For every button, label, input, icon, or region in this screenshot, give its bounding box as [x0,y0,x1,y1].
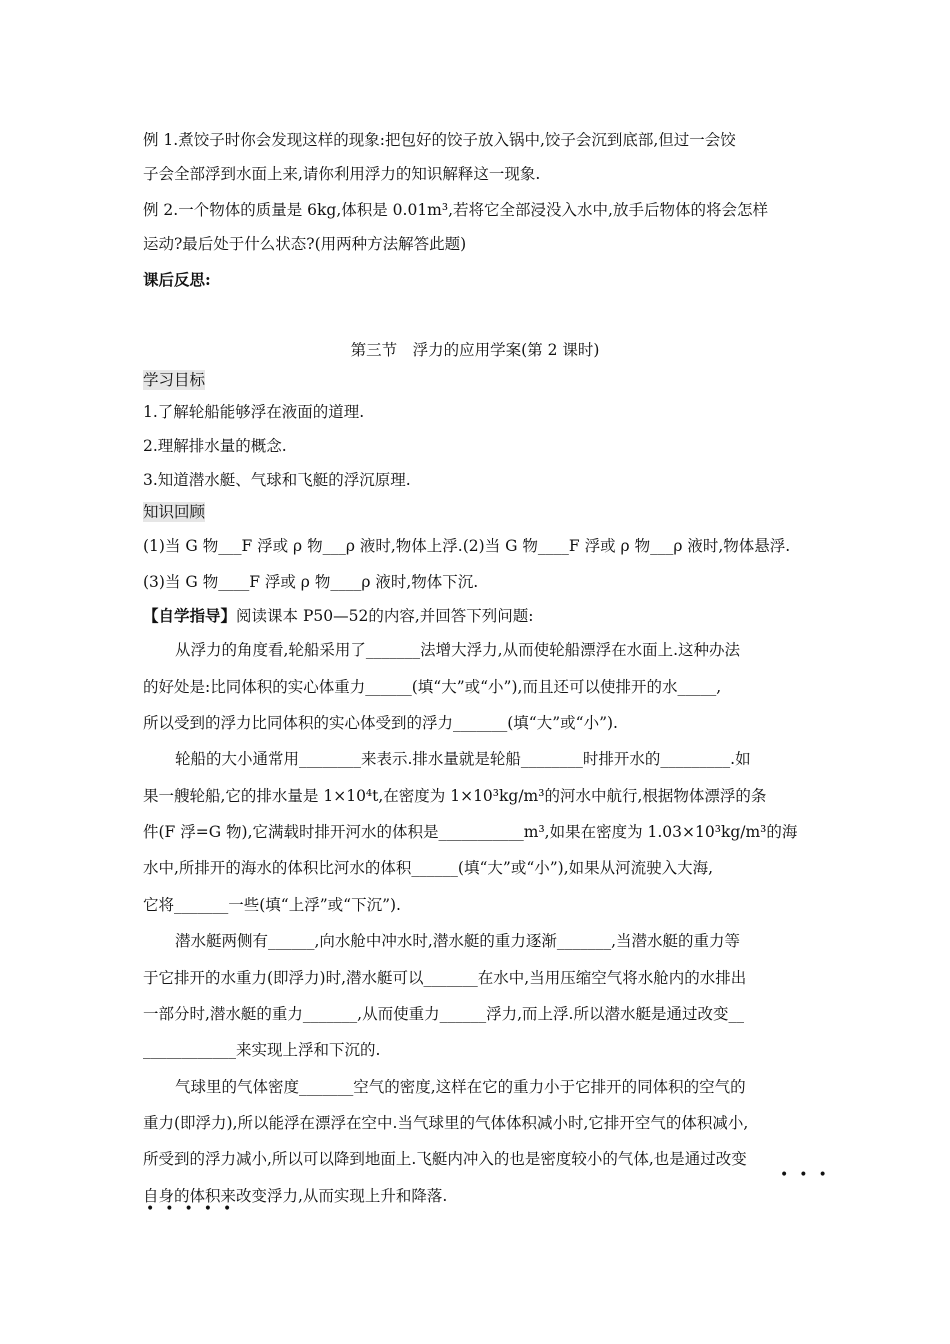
reflection-heading: 课后反思: [143,270,211,289]
emphasis-dots: ••••• [146,1201,243,1217]
review-heading: 知识回顾 [143,503,206,521]
paragraph-displacement-line: 轮船的大小通常用________来表示.排水量就是轮船________时排开水的_________.如 [175,750,751,768]
goal-item: 3.知道潜水艇、气球和飞艇的浮沉原理. [143,471,411,489]
goal-item: 1.了解轮船能够浮在液面的道理. [143,403,365,421]
guide-tag: 【自学指导】 [143,606,237,625]
paragraph-ship-line: 从浮力的角度看,轮船采用了_______法增大浮力,从而使轮船漂浮在水面上.这种办法 [175,641,741,659]
paragraph-balloon-line: 所受到的浮力减小,所以可以降到地面上.飞艇内冲入的也是密度较小的气体,也是通过改变 [143,1150,747,1168]
review-line-1: (1)当 G 物___F 浮或 ρ 物___ρ 液时,物体上浮.(2)当 G 物____F 浮或 ρ 物___ρ 液时,物体悬浮. [143,537,791,555]
goals-heading: 学习目标 [143,371,206,389]
self-study-guide [143,606,533,626]
paragraph-submarine-line: ____________来实现上浮和下沉的. [143,1041,381,1059]
paragraph-balloon-line: 自身的体积来改变浮力,从而实现上升和降落. [143,1187,448,1205]
paragraph-balloon-line: 气球里的气体密度_______空气的密度,这样在它的重力小于它排开的同体积的空气的 [175,1078,746,1096]
paragraph-displacement-line: 件(F 浮=G 物),它满载时排开河水的体积是___________m³,如果在密度为 1.03×10³kg/m³的海 [143,823,798,841]
section-title: 第三节 浮力的应用学案(第 2 课时) [350,341,600,359]
paragraph-submarine-line: 潜水艇两侧有______,向水舱中冲水时,潜水艇的重力逐渐_______,当潜水艇的重力等 [175,932,741,950]
example-2-line-2: 运动?最后处于什么状态?(用两种方法解答此题) [143,235,467,253]
example-2-line-1: 例 2.一个物体的质量是 6kg,体积是 0.01m³,若将它全部浸没入水中,放手后物体的将会怎样 [143,201,768,219]
example-1-line-2: 子会全部浮到水面上来,请你利用浮力的知识解释这一现象. [143,165,541,183]
paragraph-submarine-line: 于它排开的水重力(即浮力)时,潜水艇可以_______在水中,当用压缩空气将水舱内的水排出 [143,969,747,987]
review-line-2: (3)当 G 物____F 浮或 ρ 物____ρ 液时,物体下沉. [143,573,479,591]
paragraph-submarine-line: 一部分时,潜水艇的重力_______,从而使重力______浮力,而上浮.所以潜水艇是通过改变__ [143,1005,744,1023]
emphasis-dots: ••• [780,1167,838,1183]
paragraph-balloon-line: 重力(即浮力),所以能浮在漂浮在空中.当气球里的气体体积减小时,它排开空气的体积减小, [143,1114,749,1132]
paragraph-displacement-line: 水中,所排开的海水的体积比河水的体积______(填“大”或“小”),如果从河流驶入大海, [143,859,714,877]
guide-text: 阅读课本 P50—52的内容,并回答下列问题: [236,607,534,625]
goal-item: 2.理解排水量的概念. [143,437,287,455]
paragraph-ship-line: 所以受到的浮力比同体积的实心体受到的浮力_______(填“大”或“小”). [143,714,618,732]
example-1-line-1: 例 1.煮饺子时你会发现这样的现象:把包好的饺子放入锅中,饺子会沉到底部,但过一会饺 [143,131,736,149]
paragraph-displacement-line: 它将_______一些(填“上浮”或“下沉”). [143,896,401,914]
paragraph-displacement-line: 果一艘轮船,它的排水量是 1×10⁴t,在密度为 1×10³kg/m³的河水中航行,根据物体漂浮的条 [143,787,767,805]
paragraph-ship-line: 的好处是:比同体积的实心体重力______(填“大”或“小”),而且还可以使排开的水_____, [143,678,722,696]
